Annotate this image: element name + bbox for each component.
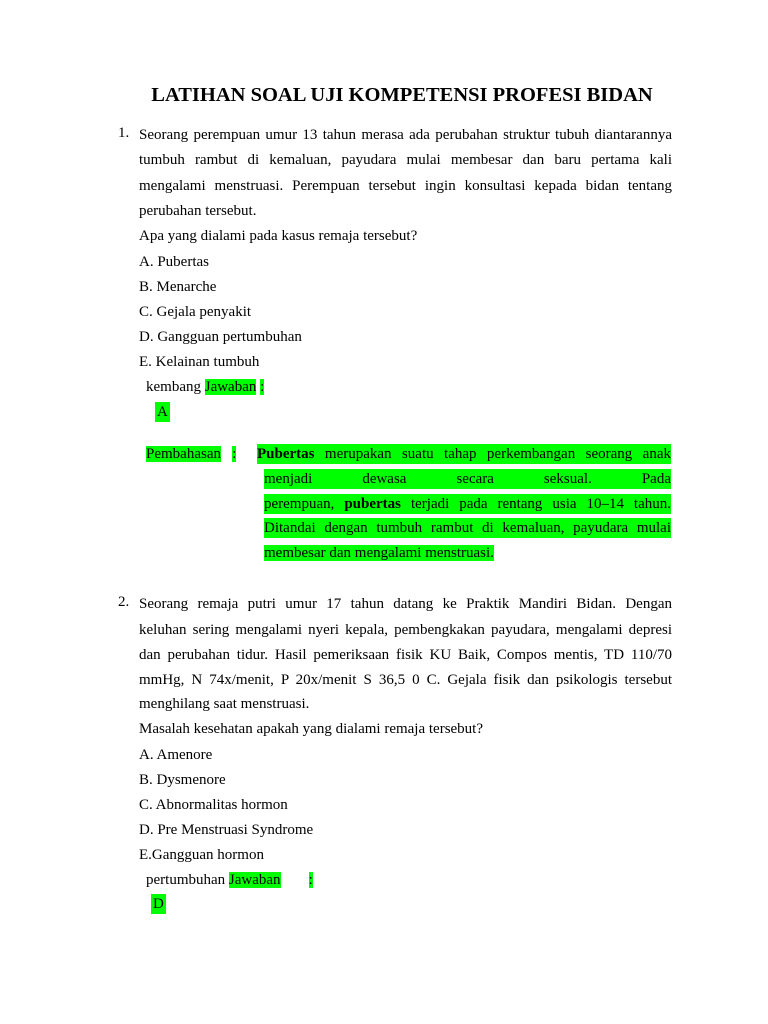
option-d: D. Pre Menstruasi Syndrome	[139, 822, 314, 838]
question-number: 2.	[118, 594, 130, 610]
explanation-label: Pembahasan	[146, 446, 221, 462]
option-b: B. Dysmenore	[139, 772, 226, 788]
option-e: E.Gangguan hormon	[139, 847, 264, 863]
explanation-colon: :	[232, 446, 237, 462]
question-text-line: tumbuh rambut di kemaluan, payudara mulai membesar dan baru pertama kali	[139, 152, 672, 168]
option-e: E. Kelainan tumbuh	[139, 354, 260, 370]
option-c: C. Gejala penyakit	[139, 304, 252, 320]
page-title: LATIHAN SOAL UJI KOMPETENSI PROFESI BIDAN	[151, 84, 653, 106]
option-a: A. Pubertas	[139, 254, 209, 270]
question-text-line: mengalami menstruasi. Perempuan tersebut ingin konsultasi kepada bidan tentang	[139, 178, 672, 194]
explanation-line: Pubertas merupakan suatu tahap perkembangan seorang anak	[257, 446, 671, 462]
answer-label: Jawaban	[204, 379, 257, 395]
option-c: C. Abnormalitas hormon	[139, 797, 288, 813]
option-e-continued: pertumbuhan	[146, 872, 226, 888]
answer-value: D	[153, 896, 164, 912]
answer-row	[146, 377, 264, 397]
question-text-line: perubahan tersebut.	[139, 203, 257, 219]
question-number: 1.	[118, 125, 130, 141]
explanation-line: Ditandai dengan tumbuh rambut di kemaluan, payudara mulai	[264, 520, 671, 536]
answer-value: A	[157, 404, 168, 420]
answer-row	[146, 870, 313, 890]
explanation-line: membesar dan mengalami menstruasi.	[264, 545, 494, 561]
question-text-line: mmHg, N 74x/menit, P 20x/menit S 36,5 0 C. Gejala fisik dan psikologis tersebut	[139, 672, 672, 688]
explanation-line: menjadi dewasa secara seksual. Pada	[264, 471, 671, 487]
question-text-line: menghilang saat menstruasi.	[139, 696, 310, 712]
answer-label: Jawaban	[228, 872, 281, 888]
question-text-line: dan perubahan tidur. Hasil pemeriksaan fisik KU Baik, Compos mentis, TD 110/70	[139, 647, 672, 663]
explanation-label-row	[146, 444, 236, 464]
option-a: A. Amenore	[139, 747, 213, 763]
option-e-continued: kembang	[146, 379, 201, 395]
explanation-line: perempuan, pubertas terjadi pada rentang usia 10–14 tahun.	[264, 496, 671, 512]
question-prompt: Apa yang dialami pada kasus remaja tersebut?	[139, 228, 418, 244]
answer-colon: :	[308, 872, 313, 888]
question-prompt: Masalah kesehatan apakah yang dialami remaja tersebut?	[139, 721, 484, 737]
question-text-line: Seorang remaja putri umur 17 tahun datang ke Praktik Mandiri Bidan. Dengan	[139, 596, 672, 612]
answer-colon: :	[260, 379, 265, 395]
option-b: B. Menarche	[139, 279, 217, 295]
question-text-line: Seorang perempuan umur 13 tahun merasa ada perubahan struktur tubuh diantarannya	[139, 127, 672, 143]
question-text-line: keluhan sering mengalami nyeri kepala, pembengkakan payudara, mengalami depresi	[139, 622, 672, 638]
option-d: D. Gangguan pertumbuhan	[139, 329, 302, 345]
